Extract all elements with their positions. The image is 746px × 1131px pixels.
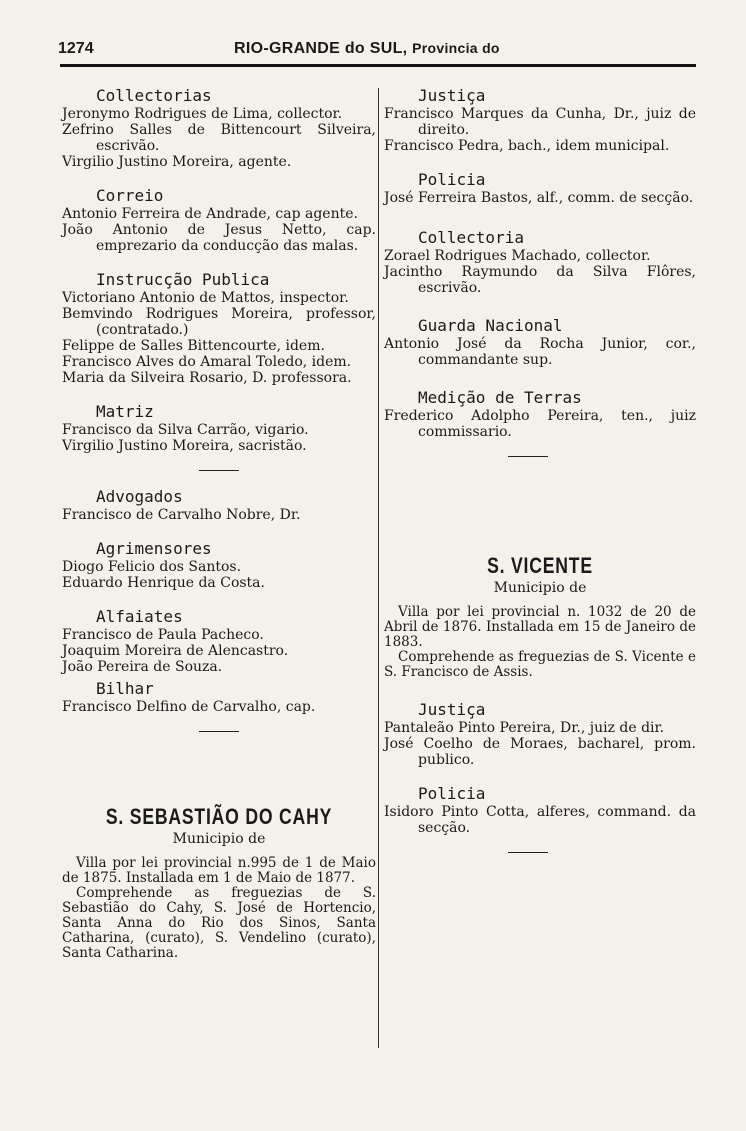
section-alfaiates	[62, 607, 376, 675]
entry: Eduardo Henrique da Costa.	[62, 575, 265, 591]
entry: Pantaleão Pinto Pereira, Dr., juiz de dir.	[384, 720, 665, 736]
municipality-subtitle: Municipio de	[172, 831, 266, 847]
section-heading: Bilhar	[96, 679, 154, 698]
entry: Victoriano Antonio de Mattos, inspector.	[62, 290, 349, 306]
entry: Felippe de Salles Bittencourte, idem.	[62, 338, 325, 354]
column-divider	[378, 88, 379, 1048]
left-column	[62, 82, 376, 961]
section-heading: Agrimensores	[96, 539, 212, 558]
section-medicao	[384, 388, 696, 440]
short-rule	[508, 852, 548, 853]
section-heading: Justiça	[418, 700, 486, 719]
entry: Virgilio Justino Moreira, sacristão.	[62, 438, 307, 454]
section-collectoria	[384, 228, 696, 296]
section-heading: Alfaiates	[96, 607, 183, 626]
entry: Antonio José da Rocha Junior, cor., commandante sup.	[384, 336, 696, 368]
section-justica	[384, 86, 696, 154]
entry: João Antonio de Jesus Netto, cap. emprezario da conducção das malas.	[62, 222, 376, 254]
paragraph: Comprehende as freguezias de S. Vicente e S. Francisco de Assis.	[384, 649, 696, 680]
section-justica-2	[384, 700, 696, 768]
section-policia-2	[384, 784, 696, 836]
paragraph: Villa por lei provincial n.995 de 1 de Maio de 1875. Installada em 1 de Maio de 1877.	[62, 855, 376, 886]
entry: Jeronymo Rodrigues de Lima, collector.	[62, 106, 343, 122]
section-heading: Collectorias	[96, 86, 212, 105]
page-number: 1274	[58, 40, 94, 57]
entry: Francisco de Carvalho Nobre, Dr.	[62, 507, 301, 523]
entry: Francisco Alves do Amaral Toledo, idem.	[62, 354, 352, 370]
entry: Maria da Silveira Rosario, D. professora.	[62, 370, 352, 386]
paragraph: Villa por lei provincial n. 1032 de 20 de Abril de 1876. Installada em 15 de Janeiro de 1883.	[384, 604, 696, 650]
running-title-main: RIO-GRANDE do SUL,	[234, 40, 408, 57]
entry: José Coelho de Moraes, bacharel, prom. publico.	[384, 736, 696, 768]
section-heading: Policia	[418, 784, 486, 803]
entry: Isidoro Pinto Cotta, alferes, command. da secção.	[384, 804, 696, 836]
spacer	[384, 473, 696, 553]
section-vicente	[384, 553, 696, 680]
short-rule	[199, 470, 239, 471]
spacer	[62, 748, 376, 804]
section-correio	[62, 186, 376, 254]
section-advogados	[62, 487, 376, 523]
entry: José Ferreira Bastos, alf., comm. de secção.	[384, 190, 694, 206]
section-guarda	[384, 316, 696, 368]
municipality-subtitle: Municipio de	[493, 580, 587, 596]
entry: Jacintho Raymundo da Silva Flôres, escrivão.	[384, 264, 696, 296]
section-bilhar	[62, 679, 376, 715]
entry: Francisco Delfino de Carvalho, cap.	[62, 699, 316, 715]
entry: Frederico Adolpho Pereira, ten., juiz commissario.	[384, 408, 696, 440]
short-rule	[199, 731, 239, 732]
section-heading: Collectoria	[418, 228, 524, 247]
section-heading: Medição de Terras	[418, 388, 582, 407]
entry: Francisco da Silva Carrão, vigario.	[62, 422, 309, 438]
section-collectorias	[62, 86, 376, 170]
short-rule	[508, 456, 548, 457]
municipality-title: S. VICENTE	[487, 553, 593, 578]
section-instruccao	[62, 270, 376, 386]
page-header	[58, 40, 694, 62]
entry: Antonio Ferreira de Andrade, cap agente.	[62, 206, 358, 222]
entry: Zorael Rodrigues Machado, collector.	[384, 248, 651, 264]
section-agrimensores	[62, 539, 376, 591]
section-heading: Justiça	[418, 86, 486, 105]
running-title	[234, 40, 500, 58]
running-title-sub: Provincia do	[412, 40, 500, 56]
section-heading: Advogados	[96, 487, 183, 506]
entry: Zefrino Salles de Bittencourt Silveira, escrivão.	[62, 122, 376, 154]
entry: Bemvindo Rodrigues Moreira, professor, (contratado.)	[62, 306, 376, 338]
paragraph: Comprehende as freguezias de S. Sebastião do Cahy, S. José de Hortencio, Santa Anna do Rio dos Sinos, Santa Catharina, (curato), S. Vendelino (curato), Santa Catharina.	[62, 885, 376, 961]
section-heading: Guarda Nacional	[418, 316, 563, 335]
section-matriz	[62, 402, 376, 454]
entry: Joaquim Moreira de Alencastro.	[62, 643, 289, 659]
right-column	[384, 82, 696, 869]
header-rule	[60, 64, 696, 67]
entry: Francisco de Paula Pacheco.	[62, 627, 264, 643]
entry: Diogo Felicio dos Santos.	[62, 559, 242, 575]
municipality-title: S. SEBASTIÃO DO CAHY	[105, 804, 333, 829]
section-policia	[384, 170, 696, 206]
section-heading: Matriz	[96, 402, 154, 421]
entry: Francisco Marques da Cunha, Dr., juiz de direito.	[384, 106, 696, 138]
section-heading: Policia	[418, 170, 486, 189]
entry: João Pereira de Souza.	[62, 659, 223, 675]
entry: Virgilio Justino Moreira, agente.	[62, 154, 292, 170]
section-heading: Instrucção Publica	[96, 270, 270, 289]
section-sebastiao	[62, 804, 376, 961]
entry: Francisco Pedra, bach., idem municipal.	[384, 138, 670, 154]
section-heading: Correio	[96, 186, 164, 205]
